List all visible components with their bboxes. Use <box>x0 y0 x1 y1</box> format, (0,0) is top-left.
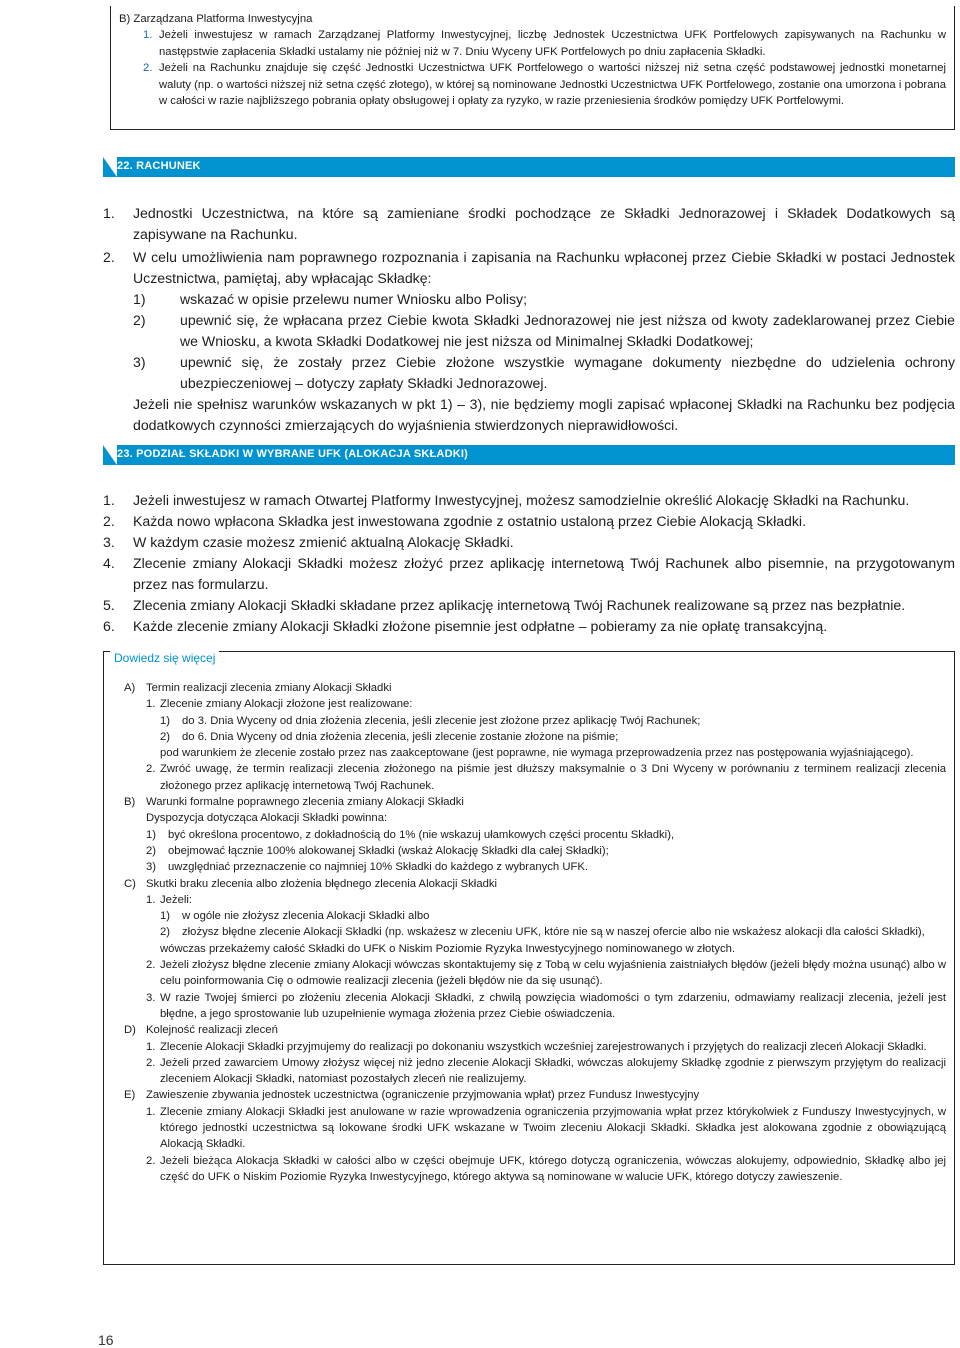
list-item <box>146 1153 946 1186</box>
box-heading: B) Zarządzana Platforma Inwestycyjna <box>119 13 313 25</box>
list-item <box>103 616 955 637</box>
list-item <box>119 27 946 60</box>
list-item <box>146 1039 946 1055</box>
item-text: Każda nowo wpłacona Składka jest inwestowana zgodnie z ostatnio ustaloną przez Ciebie Alokacją Składki. <box>133 513 806 529</box>
item-number: 2. <box>103 513 115 529</box>
item-text: Zlecenia zmiany Alokacji Składki składane przez aplikację internetową Twój Rachunek realizowane są przez nas bezpłatnie. <box>133 597 906 613</box>
sub-number: 3) <box>133 354 146 370</box>
item-number: 4. <box>103 555 115 571</box>
item-number: 1. <box>146 893 156 906</box>
subsection-b <box>116 794 946 875</box>
item-text: Jeżeli złożysz błędne zlecenie zmiany Alokacji wówczas skontaktujemy się z Tobą w celu wyjaśnienia zaistniałych błędów (jeżeli błędy można usunąć) albo w celu poinformowania Cię o odmowie realizacji zlecenia (jeżeli błędów nie da się usunąć). <box>160 959 946 988</box>
sub-item <box>133 352 955 394</box>
item-after-text: wówczas przekażemy całość Składki do UFK o Niskim Poziomie Ryzyka Inwestycyjnego nominowanego w złotych. <box>160 942 736 955</box>
item-text: W każdym czasie możesz zmienić aktualną Alokację Składki. <box>133 534 514 550</box>
sub-number: 1) <box>160 714 171 727</box>
subsection-e <box>116 1087 946 1185</box>
sub-number: 2) <box>160 730 171 743</box>
subsection-letter: C) <box>124 877 136 890</box>
item-number: 2. <box>146 959 156 972</box>
sub-text: do 6. Dnia Wyceny od dnia złożenia zlecenia, jeśli zlecenie zostanie złożone na piśmie; <box>182 730 619 743</box>
subsection-letter: B) <box>124 796 136 809</box>
sub-number: 1) <box>133 291 146 307</box>
item-number: 6. <box>103 618 115 634</box>
item-number: 2. <box>146 763 156 776</box>
list-item <box>103 247 955 436</box>
item-after-text: Jeżeli nie spełnisz warunków wskazanych w pkt 1) – 3), nie będziemy mogli zapisać wpłaconej Składki na Rachunku bez podjęcia dodatkowych czynności zmierzających do wyjaśnienia stwierdzonych nieprawidłowości. <box>133 396 955 433</box>
item-text: Zlecenie zmiany Alokacji złożone jest realizowane: <box>160 698 413 711</box>
sub-list <box>133 289 955 394</box>
subsection-intro: Dyspozycja dotycząca Alokacji Składki powinna: <box>146 812 388 825</box>
page-number: 16 <box>98 1332 114 1348</box>
sub-text: obejmować łącznie 100% alokowanej Składki (wskaż Alokację Składki dla całej Składki); <box>168 844 609 857</box>
sub-item <box>133 310 955 352</box>
item-number: 1. <box>103 205 115 221</box>
item-number: 1. <box>146 698 156 711</box>
learn-more-badge: Dowiedz się więcej <box>110 650 219 666</box>
subsection-title: Skutki braku zlecenia albo złożenia błędnego zlecenia Alokacji Składki <box>146 877 498 890</box>
item-text: Jeżeli przed zawarciem Umowy złożysz więcej niż jedno zlecenie Alokacji Składki, wówczas alokujemy Składkę zgodnie z pierwszym przyjętym do realizacji zleceniem Alokacji Składki, natomiast pozostałych zleceń nie realizujemy. <box>160 1056 946 1086</box>
item-after-text: pod warunkiem że zlecenie zostało przez nas zaakceptowane (jest poprawne, nie wymaga przeprowadzenia przez nas postępowania wyjaśniającego). <box>160 747 914 760</box>
sub-text: w ogóle nie złożysz zlecenia Alokacji Składki albo <box>182 910 430 923</box>
top-box-list <box>119 27 946 109</box>
item-text: W celu umożliwienia nam poprawnego rozpoznania i zapisania na Rachunku wpłaconej przez Ciebie Składki w postaci Jednostek Uczestnictwa, pamiętaj, aby wpłacając Składkę: <box>133 249 955 286</box>
section-title: 23. PODZIAŁ SKŁADKI W WYBRANE UFK (ALOKACJA SKŁADKI) <box>117 448 468 460</box>
list-item <box>146 761 946 794</box>
list-item <box>146 1055 946 1088</box>
list-item <box>103 532 955 553</box>
item-number: 2. <box>146 1154 156 1167</box>
sub-item <box>160 908 946 924</box>
list-item <box>146 696 946 761</box>
list-item <box>103 595 955 616</box>
learn-more-box <box>103 651 955 1265</box>
list-item <box>119 60 946 109</box>
item-text: Jeżeli bieżąca Alokacja Składki w całości albo w części obejmuje UFK, którego dotyczą ograniczenia, wówczas alokujemy, odpowiednio, Składkę albo jej część do UFK o Niskim Poziomie Ryzyka Inwestycyjnego, którego aktywa są nominowane w walucie UFK, którego dotyczy zawieszenie. <box>160 1154 946 1183</box>
item-number: 1. <box>146 1040 156 1053</box>
subsection-title: Kolejność realizacji zleceń <box>146 1024 278 1037</box>
item-number: 5. <box>103 597 115 613</box>
item-text: Jeżeli na Rachunku znajduje się część Jednostki Uczestnictwa UFK Portfelowego o wartości niższej niż setna część podstawowej jednostki monetarnej waluty (np. o wartości niższej niż setna część złotego), w której są nominowane Jednostki Uczestnictwa UFK Portfelowego, zostanie ona umorzona i pobrana w całości w razie najbliższego pobrania opłaty obsługowej i opłaty za ryzyko, w razie przeniesienia środków pomiędzy UFK Portfelowymi. <box>159 62 946 108</box>
item-number: 3. <box>146 991 156 1004</box>
sub-text: do 3. Dnia Wyceny od dnia złożenia zlecenia, jeśli zlecenie jest złożone przez aplikację Twój Rachunek; <box>182 714 701 727</box>
item-text: Jeżeli inwestujesz w ramach Otwartej Platformy Inwestycyjnej, możesz samodzielnie określić Alokację Składki na Rachunku. <box>133 492 910 508</box>
list-item <box>146 990 946 1023</box>
item-number: 3. <box>103 534 115 550</box>
item-text: Każde zlecenie zmiany Alokacji Składki złożone pisemnie jest odpłatne – pobieramy za nie opłatę transakcyjną. <box>133 618 828 634</box>
item-number: 2. <box>143 62 153 75</box>
sub-item <box>146 843 946 859</box>
info-box-top <box>110 6 955 130</box>
sub-item <box>160 713 946 729</box>
item-text: Jednostki Uczestnictwa, na które są zamieniane środki pochodzące ze Składki Jednorazowej i Składek Dodatkowych są zapisywane na Rachunku. <box>133 205 955 242</box>
sub-text: uwzględniać przeznaczenie co najmniej 10% Składki do każdego z wybranych UFK. <box>168 861 589 874</box>
subsection-letter: A) <box>124 682 136 694</box>
learn-more-content <box>116 680 946 1185</box>
item-number: 2. <box>103 249 115 265</box>
subsection-letter: D) <box>124 1024 136 1037</box>
sub-number: 3) <box>146 861 157 874</box>
section-title: 22. RACHUNEK <box>117 160 201 172</box>
item-text: W razie Twojej śmierci po złożeniu zlecenia Alokacji Składki, z chwilą powzięcia wiadomości o tym zdarzeniu, odmawiamy realizacji zlecenia, jeżeli jest błędne, a jego sprostowanie lub uzupełnienie wymaga złożenia przez Ciebie oświadczenia. <box>160 991 946 1020</box>
sub-text: upewnić się, że wpłacana przez Ciebie kwota Składki Jednorazowej nie jest niższa od kwoty zadeklarowanej przez Ciebie we Wniosku, a kwota Składki Dodatkowej nie jest niższa od Minimalnej Składki Dodatkowej; <box>180 312 955 349</box>
sub-item <box>133 289 955 310</box>
subsection-title: Warunki formalne poprawnego zlecenia zmiany Alokacji Składki <box>146 796 464 809</box>
item-number: 1. <box>146 1105 156 1118</box>
list-item <box>103 203 955 245</box>
corner-notch <box>103 445 117 465</box>
list-item <box>103 511 955 532</box>
item-number: 2. <box>146 1056 156 1069</box>
subsection-letter: E) <box>124 1089 136 1102</box>
sub-number: 2) <box>133 312 146 328</box>
corner-notch <box>103 157 117 177</box>
sub-number: 2) <box>146 844 157 857</box>
subsection-title: Termin realizacji zlecenia zmiany Alokacji Składki <box>146 682 392 694</box>
sub-text: być określona procentowo, z dokładnością do 1% (nie wskazuj ułamkowych części procentu Składki), <box>168 828 675 841</box>
item-number: 1. <box>103 492 115 508</box>
item-text: Zlecenie Alokacji Składki przyjmujemy do realizacji po dokonaniu wszystkich wcześniej zarejestrowanych i przyjętych do realizacji zleceń Alokacji Składki. <box>160 1040 927 1053</box>
subsection-a <box>116 680 946 794</box>
item-text: Zwróć uwagę, że termin realizacji zlecenia złożonego na piśmie jest dłuższy maksymalnie o 3 Dni Wyceny w porównaniu z terminem realizacji zlecenia złożonego przez aplikację internetową Twój Rachunek. <box>160 763 946 792</box>
item-text: Zlecenie zmiany Alokacji Składki możesz złożyć przez aplikację internetową Twój Rachunek albo pisemnie, na przygotowanym przez nas formularzu. <box>133 555 955 592</box>
section-22-list <box>103 203 955 436</box>
list-item <box>146 892 946 957</box>
subsection-d <box>116 1022 946 1087</box>
sub-item <box>160 729 946 745</box>
sub-item <box>146 859 946 875</box>
subsection-c <box>116 876 946 1023</box>
sub-item <box>146 827 946 843</box>
section-header-22 <box>103 157 955 177</box>
section-23-list <box>103 490 955 637</box>
item-number: 1. <box>143 29 153 42</box>
list-item <box>103 490 955 511</box>
section-header-23 <box>103 445 955 465</box>
item-text: Zlecenie zmiany Alokacji Składki jest anulowane w razie wprowadzenia ograniczenia przyjmowania wpłat przez którykolwiek z Funduszy Inwestycyjnych, w którego jednostki uczestnictwa są lokowane środki UFK wskazane w Twoim zleceniu Alokacji Składki. Składka jest alokowana zgodnie z obowiązującą Alokacją Składki. <box>160 1105 946 1151</box>
subsection-title: Zawieszenie zbywania jednostek uczestnictwa (ograniczenie przyjmowania wpłat) przez Fundusz Inwestycyjny <box>146 1089 700 1102</box>
item-text: Jeżeli inwestujesz w ramach Zarządzanej Platformy Inwestycyjnej, liczbę Jednostek Uczestnictwa UFK Portfelowych zapisywanych na Rachunku w następstwie zapłacenia Składki ustalamy nie później niż w 7. Dniu Wyceny UFK Portfelowych po dniu zapłacenia Składki. <box>159 29 946 58</box>
sub-number: 1) <box>146 828 157 841</box>
list-item <box>103 553 955 595</box>
sub-text: wskazać w opisie przelewu numer Wniosku albo Polisy; <box>180 291 528 307</box>
sub-item <box>160 924 946 940</box>
sub-number: 1) <box>160 910 171 923</box>
sub-number: 2) <box>160 926 171 939</box>
sub-text: upewnić się, że zostały przez Ciebie złożone wszystkie wymagane dokumenty niezbędne do udzielenia ochrony ubezpieczeniowej – dotyczy zapłaty Składki Jednorazowej. <box>180 354 955 391</box>
item-text: Jeżeli: <box>160 893 193 906</box>
list-item <box>146 1104 946 1153</box>
list-item <box>146 957 946 990</box>
sub-text: złożysz błędne zlecenie Alokacji Składki (np. wskażesz w zleceniu UFK, które nie są w naszej ofercie albo nie wskażesz alokacji dla całości Składki), <box>182 926 925 939</box>
